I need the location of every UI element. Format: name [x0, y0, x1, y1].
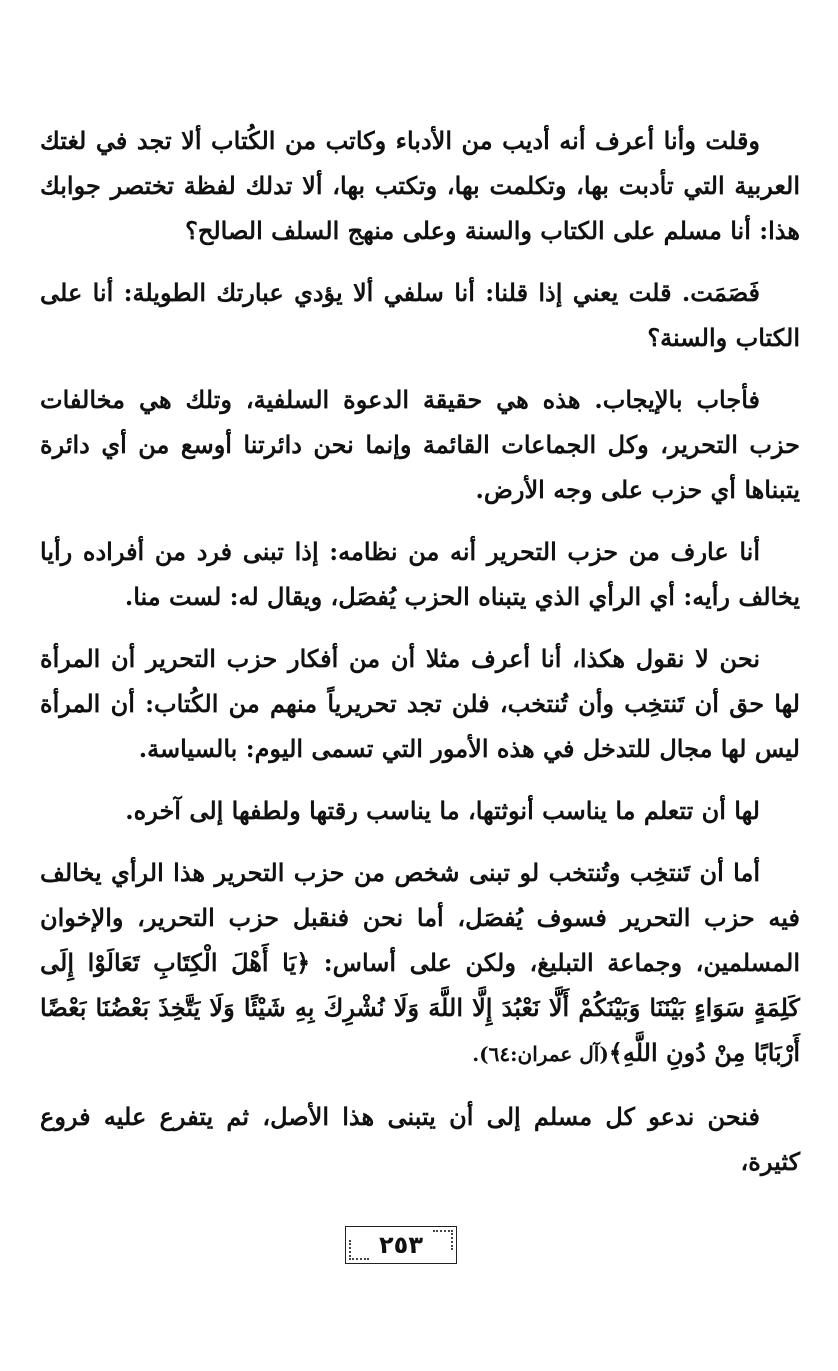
page-body: [40, 118, 800, 1201]
paragraph-8: فنحن ندعو كل مسلم إلى أن يتبنى هذا الأصل، ثم يتفرع عليه فروع كثيرة،: [40, 1102, 800, 1176]
paragraph-7: [40, 850, 800, 1077]
page-number-frame: [345, 1226, 457, 1264]
paragraph-7-text: أما أن تَنتخِب وتُنتخب لو تبنى شخص من حزب التحرير هذا الرأي يخالف فيه حزب التحرير فسوف يُفصَل، أما نحن فنقبل حزب التحرير، والإخوان المسلمين، وجماعة التبليغ، ولكن على أساس:: [40, 858, 800, 977]
paragraph-2: فَصَمَت. قلت يعني إذا قلنا: أنا سلفي ألا يؤدي عبارتك الطويلة: أنا على الكتاب والسنة؟: [40, 278, 800, 352]
verse-reference: (آل عمران:٦٤).: [472, 1042, 609, 1066]
paragraph-3: فأجاب بالإيجاب. هذه هي حقيقة الدعوة السلفية، وتلك هي مخالفات حزب التحرير، وكل الجماعات القائمة وإنما نحن دائرتنا أوسع من أي دائرة يتبناها أي حزب على وجه الأرض.: [40, 385, 800, 504]
quran-verse: ﴿يَا أَهْلَ الْكِتَابِ تَعَالَوْا إِلَى كَلِمَةٍ سَوَاءٍ بَيْنَنَا وَبَيْنَكُمْ أَلَّا نَعْبُدَ إِلَّا اللَّهَ وَلَا نُشْرِكَ بِهِ شَيْئًا وَلَا يَتَّخِذَ بَعْضُنَا بَعْضًا أَرْبَابًا مِنْ دُونِ اللَّهِ﴾: [40, 948, 800, 1067]
paragraph-4: أنا عارف من حزب التحرير أنه من نظامه: إذا تبنى فرد من أفراده رأيا يخالف رأيه: أي الرأي الذي يتبناه الحزب يُفصَل، ويقال له: لست منا.: [40, 537, 800, 611]
page-number: ٢٥٣: [379, 1231, 423, 1259]
paragraph-6: لها أن تتعلم ما يناسب أنوثتها، ما يناسب رقتها ولطفها إلى آخره.: [125, 796, 760, 825]
paragraph-1: وقلت وأنا أعرف أنه أديب من الأدباء وكاتب من الكُتاب ألا تجد في لغتك العربية التي تأدبت بها، وتكلمت بها، وتكتب بها، ألا تدلك لفظة تختصر جوابك هذا: أنا مسلم على الكتاب والسنة وعلى منهج السلف الصالح؟: [40, 126, 800, 245]
paragraph-5: نحن لا نقول هكذا، أنا أعرف مثلا أن من أفكار حزب التحرير أن المرأة لها حق أن تَنتخِب وأن تُنتخب، فلن تجد تحريرياً منهم من الكُتاب: أن المرأة ليس لها مجال للتدخل في هذه الأمور التي تسمى اليوم: بالسياسة.: [40, 644, 800, 763]
